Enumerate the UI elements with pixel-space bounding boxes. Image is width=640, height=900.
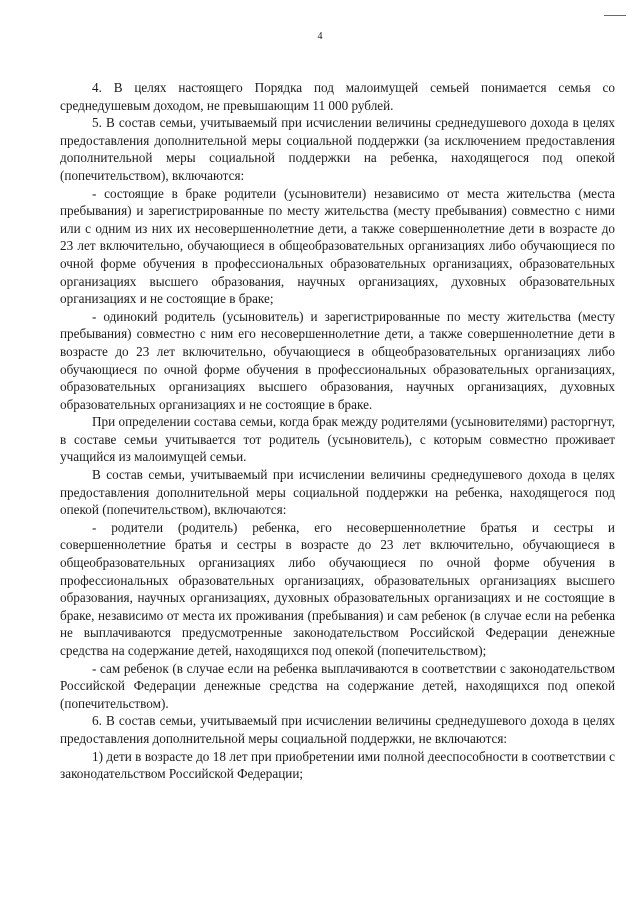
page-number: 4 [317,31,323,42]
paragraph-5-married-parents: - состоящие в браке родители (усыновители) независимо от места жительства (места пребывания) и зарегистрированные по месту жительства (месту пребывания) совместно с ними или с одним из них их несовершеннолетние дети, а также совершеннолетние дети в возрасте до 23 лет включительно, обучающиеся в общеобразовательных организациях либо обучающиеся по очной форме обучения в профессиональных образовательных организациях, образовательных организациях высшего образования, научных организациях, духовных образовательных организациях и не состоящие в браке; [60,185,615,307]
paragraph-5-single-parent: - одинокий родитель (усыновитель) и зарегистрированные по месту жительства (месту пребывания) совместно с ним его несовершеннолетние дети, а также совершеннолетние дети в возрасте до 23 лет включительно, обучающиеся в общеобразовательных организациях либо обучающиеся по очной форме обучения в профессиональных образовательных организациях, образовательных организациях высшего образования, научных организациях, духовных образовательных организациях и не состоящие в браке. [60,308,615,412]
paragraph-5-intro: 5. В состав семьи, учитываемый при исчислении величины среднедушевого дохода в целях предоставления дополнительной меры социальной поддержки (за исключением предоставления дополнительной меры социальной поддержки на ребенка, находящегося под опекой (попечительством), включаются: [60,115,615,183]
paragraph-5-guardianship-parents: - родители (родитель) ребенка, его несовершеннолетние братья и сестры и совершеннолетние братья и сестры в возрасте до 23 лет включительно, обучающиеся в общеобразовательных организациях либо обучающиеся по очной форме обучения в профессиональных образовательных организациях, образовательных организациях высшего образования, научных организациях, духовных образовательных организациях и не состоящие в браке, независимо от места их проживания (пребывания) и сам ребенок (в случае если на ребенка не выплачиваются предусмотренные законодательством Российской Федерации денежные средства на содержание детей, находящихся под опекой (попечительством); [60,519,615,658]
paragraph-5-guardianship-intro: В состав семьи, учитываемый при исчислении величины среднедушевого дохода в целях предоставления дополнительной меры социальной поддержки на ребенка, находящегося под опекой (попечительством), включаются: [60,467,615,518]
document-body [60,79,615,783]
paragraph-4-definition: 4. В целях настоящего Порядка под малоимущей семьей понимается семья со среднедушевым доходом, не превышающим 11 000 рублей. [60,80,615,113]
paragraph-6-intro: 6. В состав семьи, учитываемый при исчислении величины среднедушевого дохода в целях предоставления дополнительной меры социальной поддержки, не включаются: [60,713,615,746]
paragraph-5-guardianship-child: - сам ребенок (в случае если на ребенка выплачиваются в соответствии с законодательством Российской Федерации денежные средства на содержание детей, находящихся под опекой (попечительством). [60,660,615,711]
scan-mark [604,15,626,16]
paragraph-6-item-1: 1) дети в возрасте до 18 лет при приобретении ими полной дееспособности в соответствии с законодательством Российской Федерации; [60,748,615,782]
paragraph-5-divorce: При определении состава семьи, когда брак между родителями (усыновителями) расторгнут, в составе семьи учитывается тот родитель (усыновитель), с которым совместно проживает учащийся из малоимущей семьи. [60,414,615,465]
